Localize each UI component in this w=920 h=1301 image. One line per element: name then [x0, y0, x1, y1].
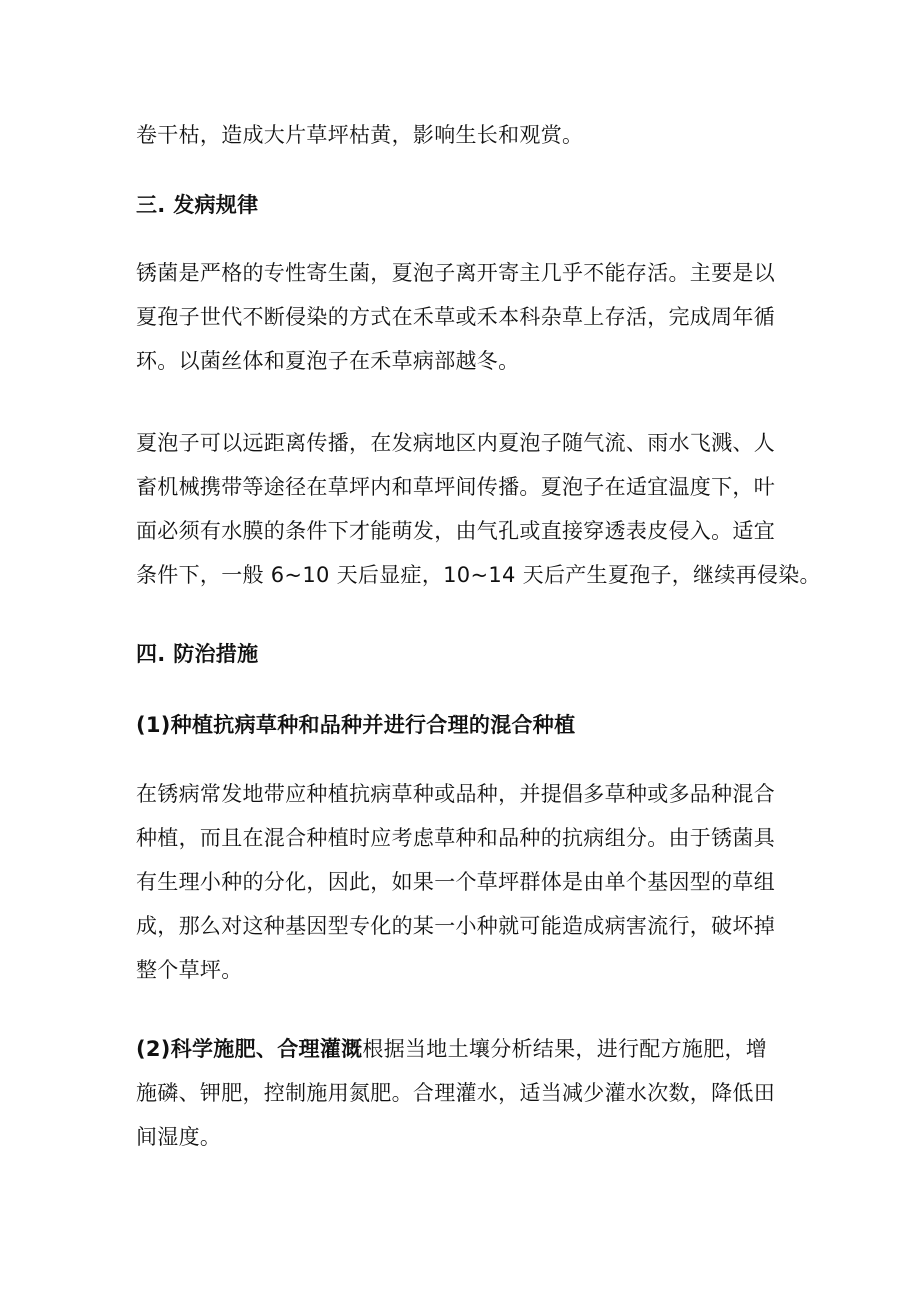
subsection-2-paragraph — [136, 1027, 796, 1159]
paragraph-line: 在锈病常发地带应种植抗病草种或品种，并提倡多草种或多品种混合 — [136, 782, 775, 806]
paragraph-line: 夏泡子可以远距离传播，在发病地区内夏泡子随气流、雨水飞溅、人 — [136, 431, 775, 455]
paragraph-line: 环。以菌丝体和夏泡子在禾草病部越冬。 — [136, 349, 520, 373]
section-3-paragraph-1 — [136, 251, 796, 383]
subsection-1-paragraph — [136, 772, 796, 992]
paragraph-line — [136, 1027, 796, 1071]
paragraph-line: 条件下，一般 6~10 天后显症，10~14 天后产生夏孢子，继续再侵染。 — [136, 563, 821, 587]
subsection-2-heading: (2)科学施肥、合理灌溉 — [136, 1037, 363, 1061]
paragraph-line: 施磷、钾肥，控制施用氮肥。合理灌水，适当减少灌水次数，降低田 — [136, 1081, 775, 1105]
subsection-1-heading: (1)种植抗病草种和品种并进行合理的混合种植 — [136, 713, 576, 737]
paragraph-line: 整个草坪。 — [136, 958, 243, 982]
paragraph-line: 面必须有水膜的条件下才能萌发，由气孔或直接穿透表皮侵入。适宜 — [136, 519, 775, 543]
intro-paragraph — [136, 113, 796, 157]
section-3-heading: 三. 发病规律 — [136, 193, 259, 217]
paragraph-line: 锈菌是严格的专性寄生菌，夏泡子离开寄主几乎不能存活。主要是以 — [136, 261, 775, 285]
paragraph-line: 有生理小种的分化，因此，如果一个草坪群体是由单个基因型的草组 — [136, 870, 775, 894]
section-4-heading: 四. 防治措施 — [136, 642, 259, 666]
section-3-paragraph-2 — [136, 421, 821, 597]
subsection-2-first-line-text: 根据当地土壤分析结果，进行配方施肥，增 — [362, 1037, 768, 1061]
paragraph-line: 畜机械携带等途径在草坪内和草坪间传播。夏泡子在适宜温度下，叶 — [136, 475, 775, 499]
paragraph-line: 夏孢子世代不断侵染的方式在禾草或禾本科杂草上存活，完成周年循 — [136, 305, 775, 329]
paragraph-line: 种植，而且在混合种植时应考虑草种和品种的抗病组分。由于锈菌具 — [136, 826, 775, 850]
paragraph-line: 成，那么对这种基因型专化的某一小种就可能造成病害流行，破坏掉 — [136, 914, 775, 938]
paragraph-line: 间湿度。 — [136, 1125, 222, 1149]
intro-line: 卷干枯，造成大片草坪枯黄，影响生长和观赏。 — [136, 123, 584, 147]
